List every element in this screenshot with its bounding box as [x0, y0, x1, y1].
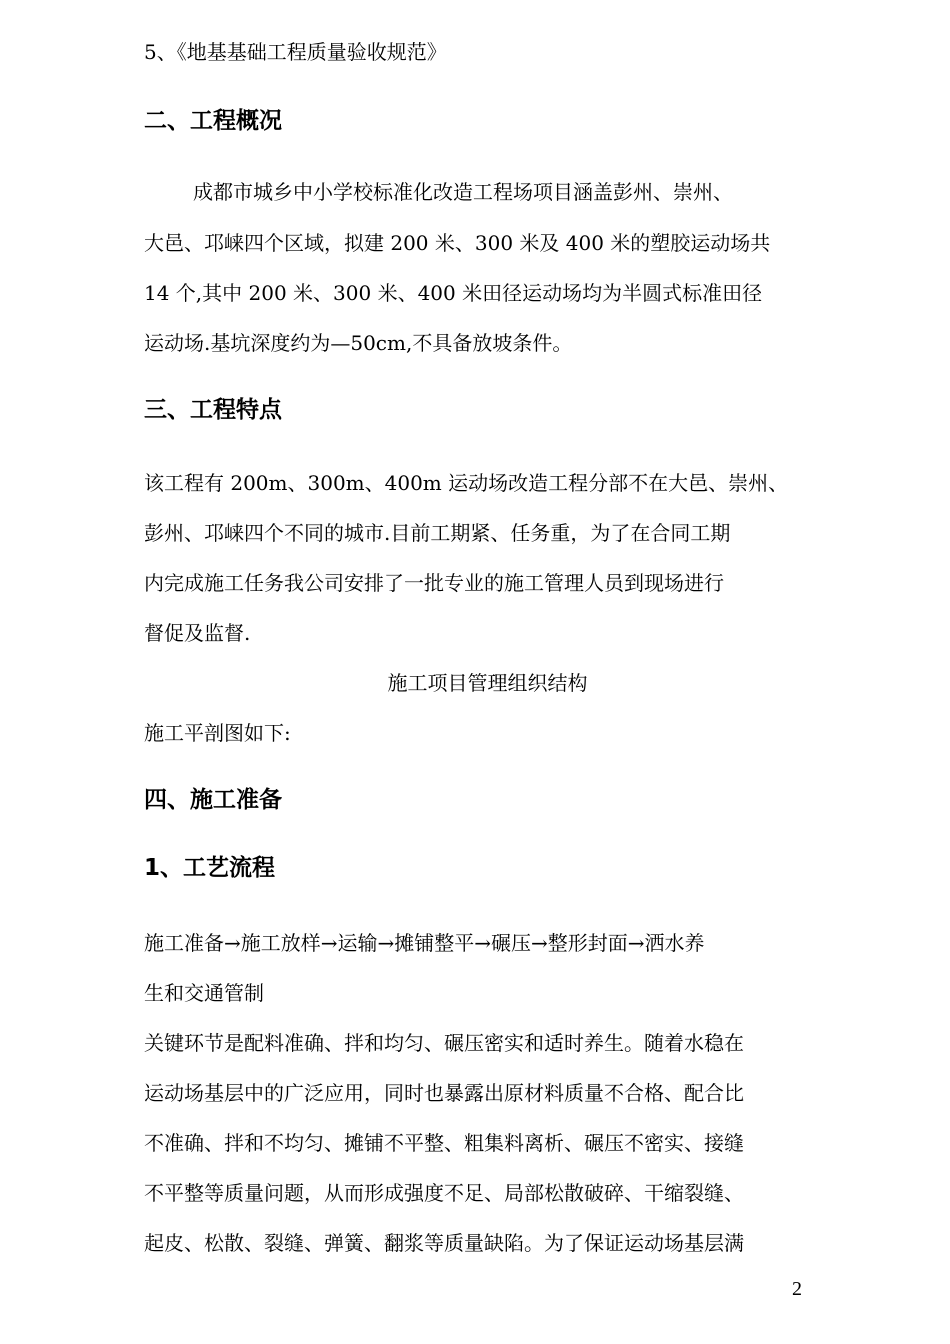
process-flow-line-2: 生和交通管制 [144, 981, 264, 1005]
key-points-line-4: 不平整等质量问题，从而形成强度不足、局部松散破碎、干缩裂缝、 [144, 1181, 744, 1205]
features-line-3: 内完成施工任务我公司安排了一批专业的施工管理人员到现场进行 [144, 571, 724, 595]
key-points-line-2: 运动场基层中的广泛应用，同时也暴露出原材料质量不合格、配合比 [144, 1081, 744, 1105]
overview-line-3: 14 个,其中 200 米、300 米、400 米田径运动场均为半圆式标准田径 [144, 281, 763, 305]
overview-line-1: 成都市城乡中小学校标准化改造工程场项目涵盖彭州、崇州、 [193, 180, 733, 204]
process-flow-line-1: 施工准备→施工放样→运输→摊铺整平→碾压→整形封面→洒水养 [144, 931, 705, 955]
section-heading-preparation: 四、施工准备 [144, 787, 282, 813]
reference-item-5: 5、《地基基础工程质量验收规范》 [144, 40, 447, 64]
section-heading-overview: 二、工程概况 [144, 108, 282, 134]
features-line-2: 彭州、邛崃四个不同的城市.目前工期紧、任务重，为了在合同工期 [144, 521, 731, 545]
overview-line-4: 运动场.基坑深度约为—50cm,不具备放坡条件。 [144, 331, 573, 355]
features-line-4: 督促及监督. [144, 621, 251, 645]
section-heading-features: 三、工程特点 [144, 397, 282, 423]
page-number: 2 [792, 1278, 802, 1300]
subsection-heading-process-flow: 1、工艺流程 [144, 855, 276, 881]
plan-section-caption: 施工平剖图如下: [144, 721, 291, 745]
features-line-1: 该工程有 200m、300m、400m 运动场改造工程分部不在大邑、崇州、 [144, 471, 789, 495]
key-points-line-3: 不准确、拌和不均匀、摊铺不平整、粗集料离析、碾压不密实、接缝 [144, 1131, 744, 1155]
key-points-line-5: 起皮、松散、裂缝、弹簧、翻浆等质量缺陷。为了保证运动场基层满 [144, 1231, 744, 1255]
overview-line-2: 大邑、邛崃四个区域，拟建 200 米、300 米及 400 米的塑胶运动场共 [144, 231, 771, 255]
org-structure-caption: 施工项目管理组织结构 [387, 671, 588, 695]
key-points-line-1: 关键环节是配料准确、拌和均匀、碾压密实和适时养生。随着水稳在 [144, 1031, 744, 1055]
